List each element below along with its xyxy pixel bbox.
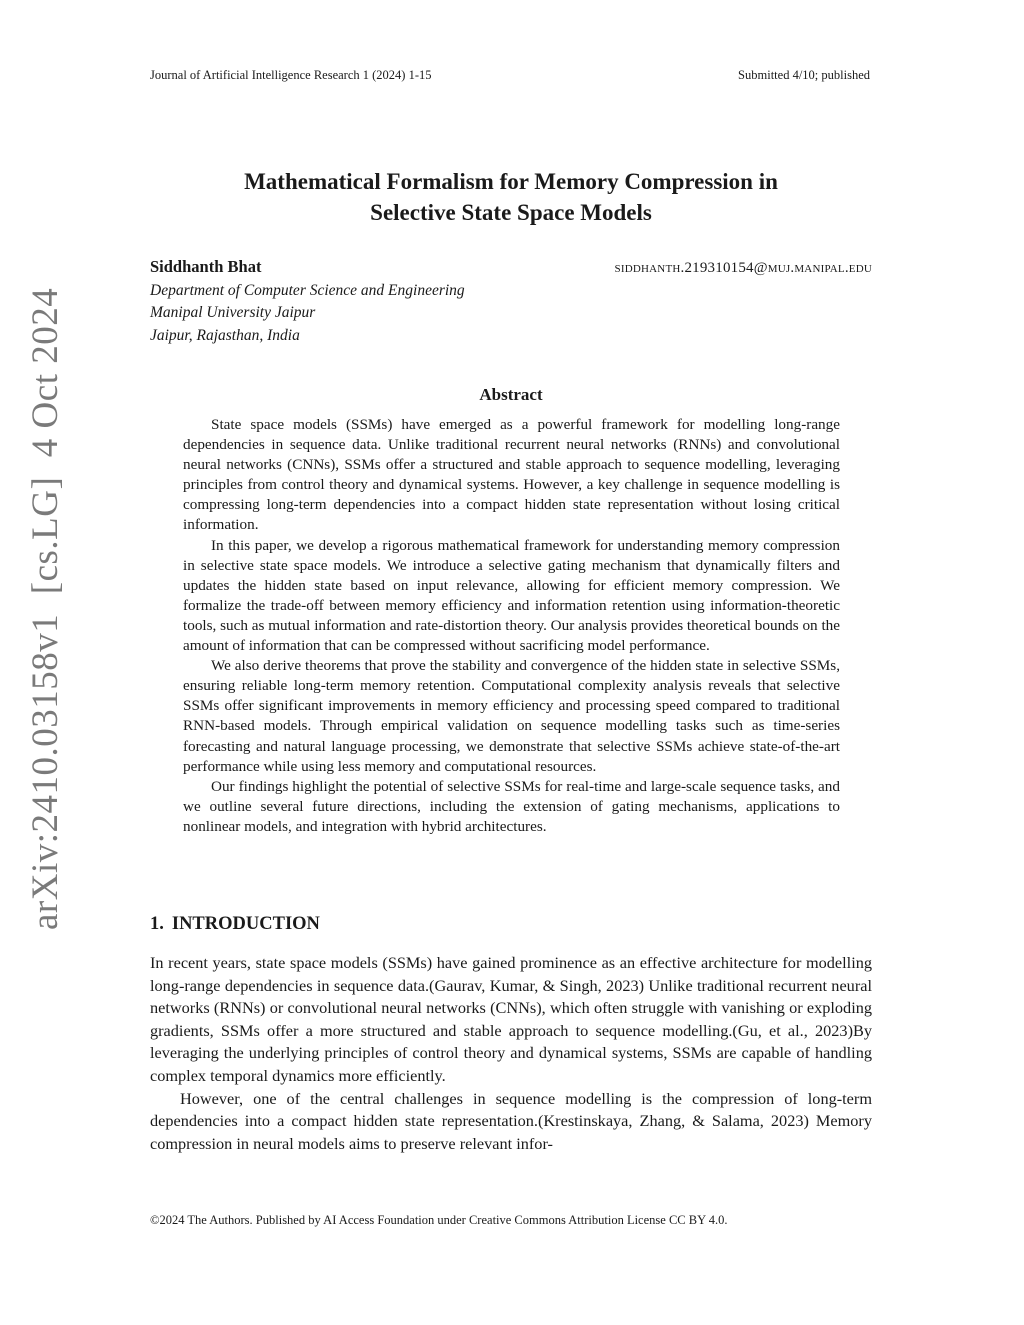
author-block bbox=[150, 256, 872, 347]
body-paragraph: However, one of the central challenges in sequence modelling is the compression of long-term dependencies into a compact hidden state representation.(Krestinskaya, Zhang, & Salama, 2023) Memory compression in neural models aims to preserve relevant infor- bbox=[150, 1088, 872, 1153]
title-line-1: Mathematical Formalism for Memory Compression in bbox=[244, 169, 778, 194]
abstract-heading: Abstract bbox=[479, 385, 543, 404]
paper-title bbox=[150, 166, 872, 228]
affiliation-location: Jaipur, Rajasthan, India bbox=[150, 326, 300, 344]
author-name: Siddhanth Bhat bbox=[150, 257, 262, 276]
running-head bbox=[150, 68, 870, 83]
section-heading-introduction bbox=[150, 914, 320, 935]
body-paragraph: In recent years, state space models (SSMs) have gained prominence as an effective architecture for modelling long-range dependencies in sequence data.(Gaurav, Kumar, & Singh, 2023) Unlike traditional recurrent neural networks (RNNs) or convolutional neural networks (CNNs), which often struggle with vanishing or exploding gradients, SSMs offer a more structured and stable approach to sequence modelling.(Gu, et al., 2023)By leveraging the underlying principles of control theory and dynamical systems, SSMs are capable of handling complex temporal dynamics more efficiently. bbox=[150, 953, 872, 1085]
introduction-body bbox=[150, 952, 872, 1155]
author-email[interactable]: siddhanth.219310154@muj.manipal.edu bbox=[614, 260, 872, 276]
title-line-2: Selective State Space Models bbox=[370, 200, 652, 225]
journal-citation: Journal of Artificial Intelligence Research 1 (2024) 1-15 bbox=[150, 68, 432, 82]
abstract-paragraph: In this paper, we develop a rigorous mathematical framework for understanding memory compression in selective state space models. We introduce a selective gating mechanism that dynamically filters and updates the hidden state based on input relevance, allowing for efficient memory compression. We formalize the trade-off between memory efficiency and information retention using information-theoretic tools, such as mutual information and rate-distortion theory. Our analysis provides theoretical bounds on the amount of information that can be compressed without sacrificing model performance. bbox=[183, 536, 840, 655]
section-number: 1. bbox=[150, 914, 164, 934]
abstract-body bbox=[183, 415, 840, 837]
copyright-footer: ©2024 The Authors. Published by AI Access Foundation under Creative Commons Attribution License CC BY 4.0. bbox=[150, 1213, 728, 1227]
submission-info: Submitted 4/10; published bbox=[738, 68, 870, 82]
abstract-paragraph: We also derive theorems that prove the stability and convergence of the hidden state in selective SSMs, ensuring reliable long-term memory retention. Computational complexity analysis reveals that selective SSMs offer significant improvements in memory efficiency and processing speed compared to traditional RNN-based models. Through empirical validation on sequence modelling tasks such as time-series forecasting and natural language processing, we demonstrate that selective SSMs achieve state-of-the-art performance while using less memory and computational resources. bbox=[183, 657, 840, 775]
affiliation-university: Manipal University Jaipur bbox=[150, 304, 316, 321]
section-title: INTRODUCTION bbox=[171, 914, 320, 934]
abstract-paragraph: State space models (SSMs) have emerged as a powerful framework for modelling long-range dependencies in sequence data. Unlike traditional recurrent neural networks (RNNs) and convolutional neural networks (CNNs), SSMs offer a structured and stable approach to sequence modelling, leveraging principles from control theory and dynamical systems. However, a key challenge in sequence modelling is compressing long-term dependencies into a compact hidden state representation without losing critical information. bbox=[183, 416, 840, 534]
affiliation-department: Department of Computer Science and Engineering bbox=[150, 281, 465, 299]
arxiv-identifier-stamp: arXiv:2410.03158v1 [cs.LG] 4 Oct 2024 bbox=[25, 287, 66, 930]
abstract-paragraph: Our findings highlight the potential of selective SSMs for real-time and large-scale sequence tasks, and we outline several future directions, including the extension of gating mechanisms, applications to nonlinear models, and integration with hybrid architectures. bbox=[183, 777, 840, 835]
